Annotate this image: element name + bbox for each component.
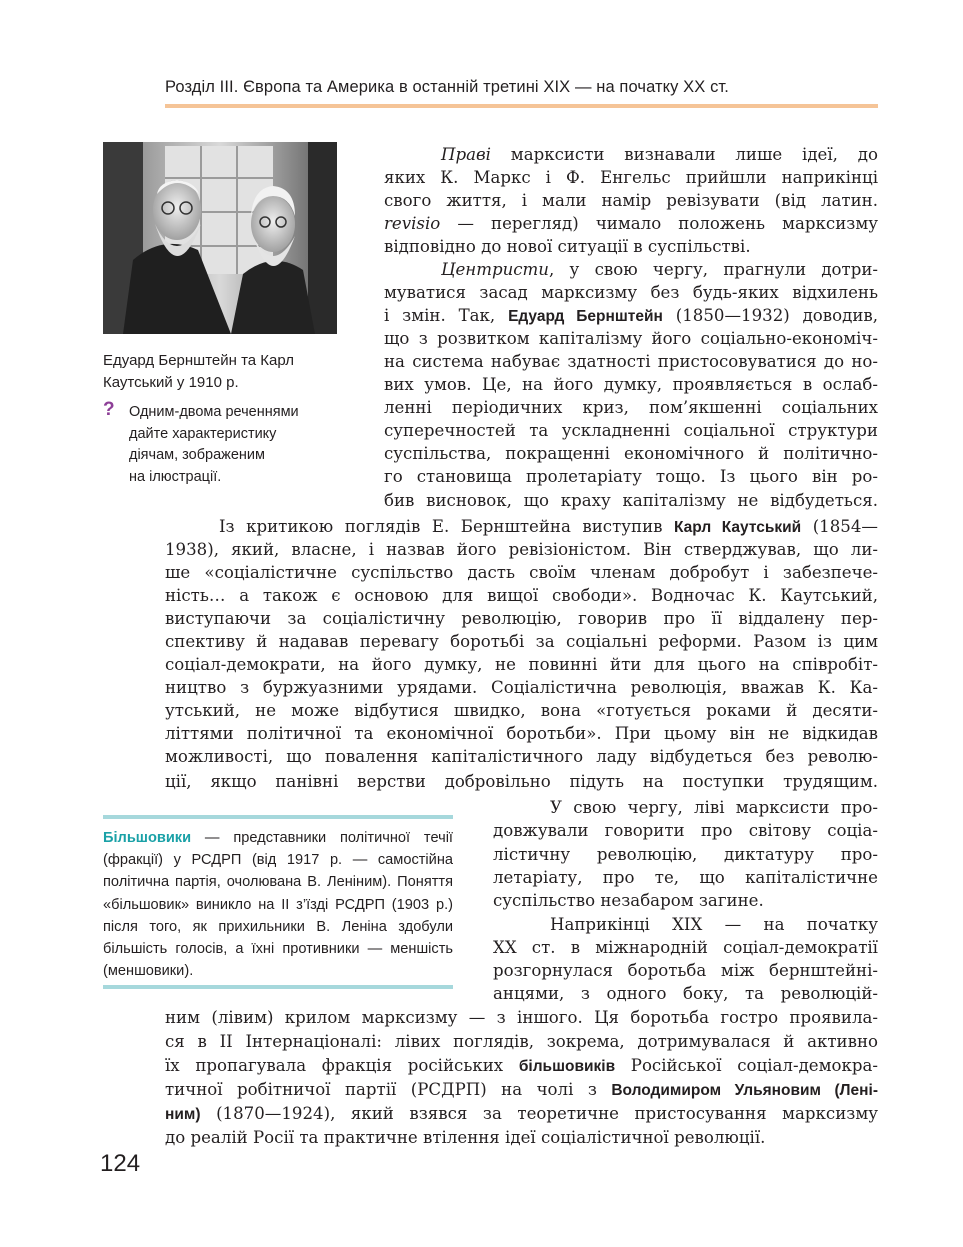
body-line <box>165 1102 878 1126</box>
body-line <box>384 396 878 419</box>
body-line <box>165 538 878 561</box>
text-run: літтями політичної та економічної боротьби». При цьому він не відкидав <box>165 724 878 743</box>
body-line <box>165 653 878 676</box>
text-run: муватися засад марксизму без будь-яких відхилень <box>384 283 878 302</box>
body-line <box>441 258 878 281</box>
text-run: спективу й надавав перевагу боротьбі за соціальні реформи. Разом із цим <box>165 632 878 651</box>
text-run: соціал-демократи, на його думку, не повинні йти для цього на співробіт- <box>165 655 878 674</box>
body-line <box>550 913 878 936</box>
definition-box <box>103 827 453 982</box>
definition-top-rule <box>103 815 453 819</box>
text-run: лістичну революцію, диктатуру про- <box>493 845 878 864</box>
body-line <box>493 843 878 866</box>
text-run: (1870—1924), який взявся за теоретичне пристосування марксизму <box>200 1104 878 1123</box>
running-header: Розділ III. Європа та Америка в останній третині XIX — на початку XX ст. <box>165 78 729 96</box>
text-run: 1938), який, власне, і назвав його ревізіоністом. Він стверджував, що ли- <box>165 540 878 559</box>
body-line <box>165 1078 878 1102</box>
question-mark-icon: ? <box>103 399 115 420</box>
definition-bottom-rule <box>103 985 453 989</box>
text-run: ним (лівим) крилом марксизму — з іншого. Ця боротьба гостро проявила- <box>165 1008 878 1027</box>
body-line <box>219 515 878 539</box>
body-line <box>384 350 878 373</box>
body-line <box>165 630 878 653</box>
text-run: ленні періодичних криз, пом’якшенні соціальних <box>384 398 878 417</box>
definition-text: — представники політичної течії (фракції) у РСДРП (від 1917 р. — самостійна політична партія, очолювана В. Леніним). Поняття «більшовик» виникло на II з’їзді РСДРП (1903 р.) після того, як прихильники В. Леніна здобули більшість голосів, а їхні противники — меншість (меншовики). <box>103 830 453 980</box>
body-line <box>165 1054 878 1078</box>
text-run: і змін. Так, <box>384 306 509 325</box>
body-line <box>165 1030 878 1053</box>
text-run: , у свою чергу, прагнули дотри- <box>548 260 878 279</box>
body-line <box>493 889 878 912</box>
italic-term: revisio <box>384 214 441 233</box>
text-run: ше «соціалістичне суспільство дасть своїм членам добробут і забезпече- <box>165 563 878 582</box>
text-run: анцями, з одного боку, та революцій- <box>493 984 878 1003</box>
body-line <box>493 866 878 889</box>
body-line <box>384 442 878 465</box>
text-run: ся в II Інтернаціоналі: лівих поглядів, зокрема, дотримувалася й активно <box>165 1032 878 1051</box>
text-run: суспільства, покращенні економічного й політично- <box>384 444 878 463</box>
body-line <box>165 584 878 607</box>
body-line <box>384 304 878 328</box>
text-run: виступаючи за соціалістичну революцію, говорив про її віддалену пер- <box>165 609 878 628</box>
text-run: відповідно до нової ситуації в суспільстві. <box>384 237 751 256</box>
text-run: тичної робітничої партії (РСДРП) на чолі з <box>165 1080 612 1099</box>
body-line <box>384 327 878 350</box>
body-line <box>493 819 878 842</box>
text-run: до реалій Росії та практичне втілення ідеї соціалістичної революції. <box>165 1128 766 1147</box>
text-run: (1854— <box>801 517 878 536</box>
text-run: ність… а також є основою для вищої свободи». Водночас К. Каутський, <box>165 586 878 605</box>
text-run: можливості, що повалення капіталістичного ладу відбудеться без револю- <box>165 747 878 766</box>
question-line: діячам, зображеним <box>129 447 266 463</box>
body-line <box>165 1126 878 1149</box>
text-run: що з розвитком капіталізму його соціально-економіч- <box>384 329 878 348</box>
text-run: яких К. Маркс і Ф. Енгельс прийшли наприкінці <box>384 168 878 187</box>
text-run: суспільство незабаром загине. <box>493 891 764 910</box>
question-line: Одним-двома реченнями <box>129 404 299 420</box>
body-line <box>384 419 878 442</box>
text-run: суперечностей та ускладненні соціальної структури <box>384 421 878 440</box>
body-line <box>493 959 878 982</box>
bold-name: Володимиром Ульяновим (Лені- <box>611 1082 879 1099</box>
photo-caption <box>103 350 343 394</box>
caption-line: Едуард Бернштейн та Карл <box>103 352 294 369</box>
historical-photo <box>103 142 337 334</box>
text-run: летаріату, про те, що капіталістичне <box>493 868 878 887</box>
body-line <box>165 722 878 745</box>
text-run: Із критикою поглядів Е. Бернштейна виступив <box>219 517 675 536</box>
body-line <box>384 235 878 258</box>
text-run: — перегляд) чимало положень марксизму <box>440 214 878 233</box>
body-line <box>165 676 878 699</box>
question-line: дайте характеристику <box>129 425 277 442</box>
text-run: XX ст. в міжнародній соціал-демократії <box>493 938 878 957</box>
caption-line: Каутський у 1910 р. <box>103 374 239 391</box>
body-line <box>165 745 878 768</box>
body-line <box>493 982 878 1005</box>
body-line <box>384 212 878 235</box>
italic-term: Праві <box>441 145 491 164</box>
body-line <box>165 770 878 793</box>
text-run: Російської соціал-демокра- <box>615 1056 878 1075</box>
text-run: вих умов. Це, на його думку, проявляється в ослаб- <box>384 375 878 394</box>
text-run: Наприкінці XIX — на початку <box>550 915 878 934</box>
text-run: го становища пролетаріату тощо. Із цього він ро- <box>384 467 878 486</box>
text-run: їх пропагувала фракція російських <box>165 1056 519 1075</box>
text-run: бив висновок, що краху капіталізму не відбудеться. <box>384 491 878 510</box>
text-run: на система набуває здатності пристосовуватися до но- <box>384 352 878 371</box>
body-line <box>165 1006 878 1029</box>
text-run: марксисти визнавали лише ідеї, до <box>490 145 878 164</box>
bold-name: Едуард Бернштейн <box>508 308 663 325</box>
review-question <box>129 402 344 488</box>
body-line <box>165 561 878 584</box>
italic-term: Центристи <box>441 260 549 279</box>
body-line <box>384 166 878 189</box>
body-line <box>384 465 878 488</box>
definition-term: Більшовики <box>103 830 192 846</box>
bold-name: більшовиків <box>518 1058 616 1075</box>
text-run: розгорнулася боротьба між бернштейні- <box>493 961 878 980</box>
body-line <box>165 607 878 630</box>
text-run: довжували говорити про світову соціа- <box>493 821 878 840</box>
text-run: ництво з буржуазними урядами. Соціалістична революція, вважав К. Ка- <box>165 678 878 697</box>
body-line <box>384 281 878 304</box>
header-rule <box>165 104 878 108</box>
body-line <box>165 699 878 722</box>
text-run: свого життя, і мали намір ревізувати (від латин. <box>384 191 878 210</box>
bold-name: Карл Каутський <box>674 519 802 536</box>
text-run: У свою чергу, ліві марксисти про- <box>550 798 878 817</box>
body-line <box>384 189 878 212</box>
text-run: утський, не може відбутися швидко, вона «готується роками й десяти- <box>165 701 878 720</box>
body-line <box>493 936 878 959</box>
question-line: на ілюстрації. <box>129 468 222 485</box>
text-run: ції, якщо панівні верстви добровільно підуть на поступки трудящим. <box>165 772 878 791</box>
text-run: (1850—1932) доводив, <box>662 306 879 325</box>
body-line <box>384 373 878 396</box>
body-line <box>550 796 878 819</box>
body-line <box>441 143 878 166</box>
bold-name: ним) <box>165 1106 201 1123</box>
page-number: 124 <box>100 1150 141 1177</box>
body-line <box>384 489 878 512</box>
